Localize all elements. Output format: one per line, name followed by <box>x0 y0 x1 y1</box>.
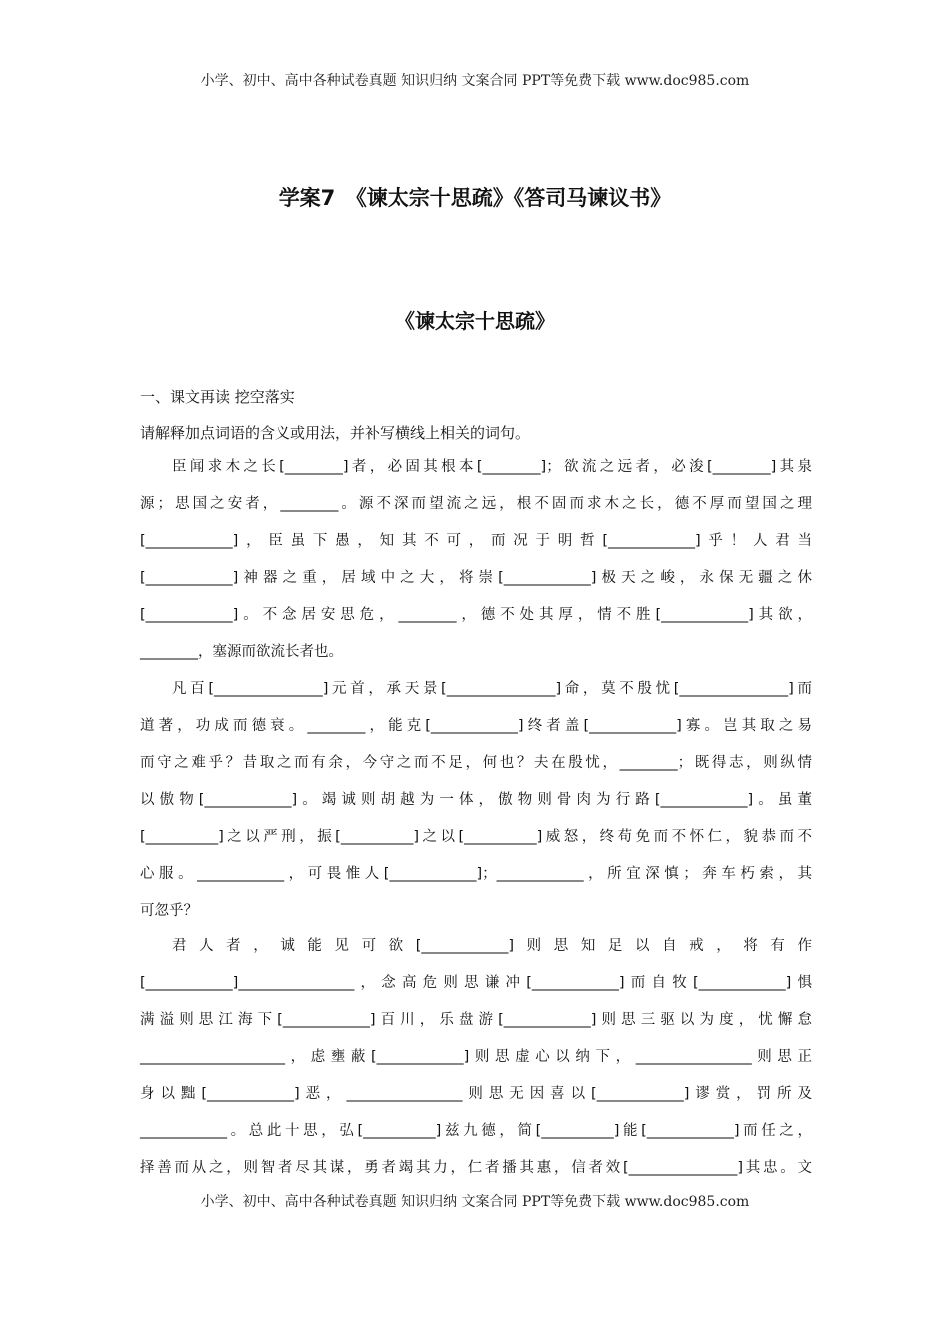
instruction-text: 请解释加点词语的含义或用法，并补写横线上相关的词句。 <box>140 424 531 442</box>
paragraph-line: 满溢则思江海下[____________]百川，乐盘游[____________]则思三驱以为度，忧懈怠 <box>140 1012 812 1028</box>
paragraph-line: ____________。总此十思，弘[__________]兹九德，简[__________]能[____________]而任之， <box>140 1123 812 1139</box>
paragraph-line: ____________________，虑壅蔽[____________]则思虚心以纳下，________________则思正 <box>140 1049 812 1065</box>
paragraph-line: [____________]。不念居安思危，________，德不处其厚，情不胜[____________]其欲， <box>140 607 812 623</box>
paragraph-line: [____________]神器之重，居域中之大，将崇[____________]极天之峻，永保无疆之休 <box>140 570 812 586</box>
paragraph-line: 身以黜[____________]恶，________________则思无因喜以[____________]谬赏，罚所及 <box>140 1086 812 1102</box>
paragraph-line: 君人者，诚能见可欲[____________]则思知足以自戒，将有作 <box>172 938 812 954</box>
paragraph-line: [____________]，臣虽下愚，知其不可，而况于明哲[____________]乎！人君当 <box>140 533 812 549</box>
paragraph-line: ________，塞源而欲流长者也。 <box>140 644 343 660</box>
page-footer: 小学、初中、高中各种试卷真题 知识归纳 文案合同 PPT等免费下载 www.doc985.com <box>200 1194 750 1210</box>
paragraph-line: 择善而从之，则智者尽其谋，勇者竭其力，仁者播其惠，信者效[_______________]其忠。文 <box>140 1160 812 1176</box>
page-header: 小学、初中、高中各种试卷真题 知识归纳 文案合同 PPT等免费下载 www.doc985.com <box>200 73 750 89</box>
paragraph-line: 心服。____________，可畏惟人[____________]；____________，所宜深慎；奔车朽索，其 <box>140 866 812 882</box>
paragraph-line: [____________]________________，念高危则思谦冲[____________]而自牧[____________]惧 <box>140 975 812 991</box>
paragraph-line: 凡百[_______________]元首，承天景[_______________]命，莫不殷忧[_______________]而 <box>172 681 812 697</box>
paragraph-line: 可忽乎？ <box>140 903 198 919</box>
paragraph-line: 臣闻求木之长[________]者，必固其根本[________]；欲流之远者，必浚[________]其泉 <box>172 459 812 475</box>
paragraph-line: [__________]之以严刑，振[__________]之以[__________]威怒，终苟免而不怀仁，貌恭而不 <box>140 829 812 845</box>
page-title: 学案7 《谏太宗十思疏》《答司马谏议书》 <box>278 186 672 210</box>
paragraph-line: 以傲物[____________]。竭诚则胡越为一体，傲物则骨肉为行路[____________]。虽董 <box>140 792 812 808</box>
paragraph-line: 道著，功成而德衰。________，能克[____________]终者盖[____________]寡。岂其取之易 <box>140 718 812 734</box>
section-heading: 一、课文再读 挖空落实 <box>140 388 295 406</box>
section-subtitle: 《谏太宗十思疏》 <box>395 309 555 333</box>
paragraph-line: 源；思国之安者，________。源不深而望流之远，根不固而求木之长，德不厚而望国之理 <box>140 496 812 512</box>
paragraph-line: 而守之难乎？昔取之而有余，今守之而不足，何也？夫在殷忧，________；既得志，则纵情 <box>140 755 812 771</box>
